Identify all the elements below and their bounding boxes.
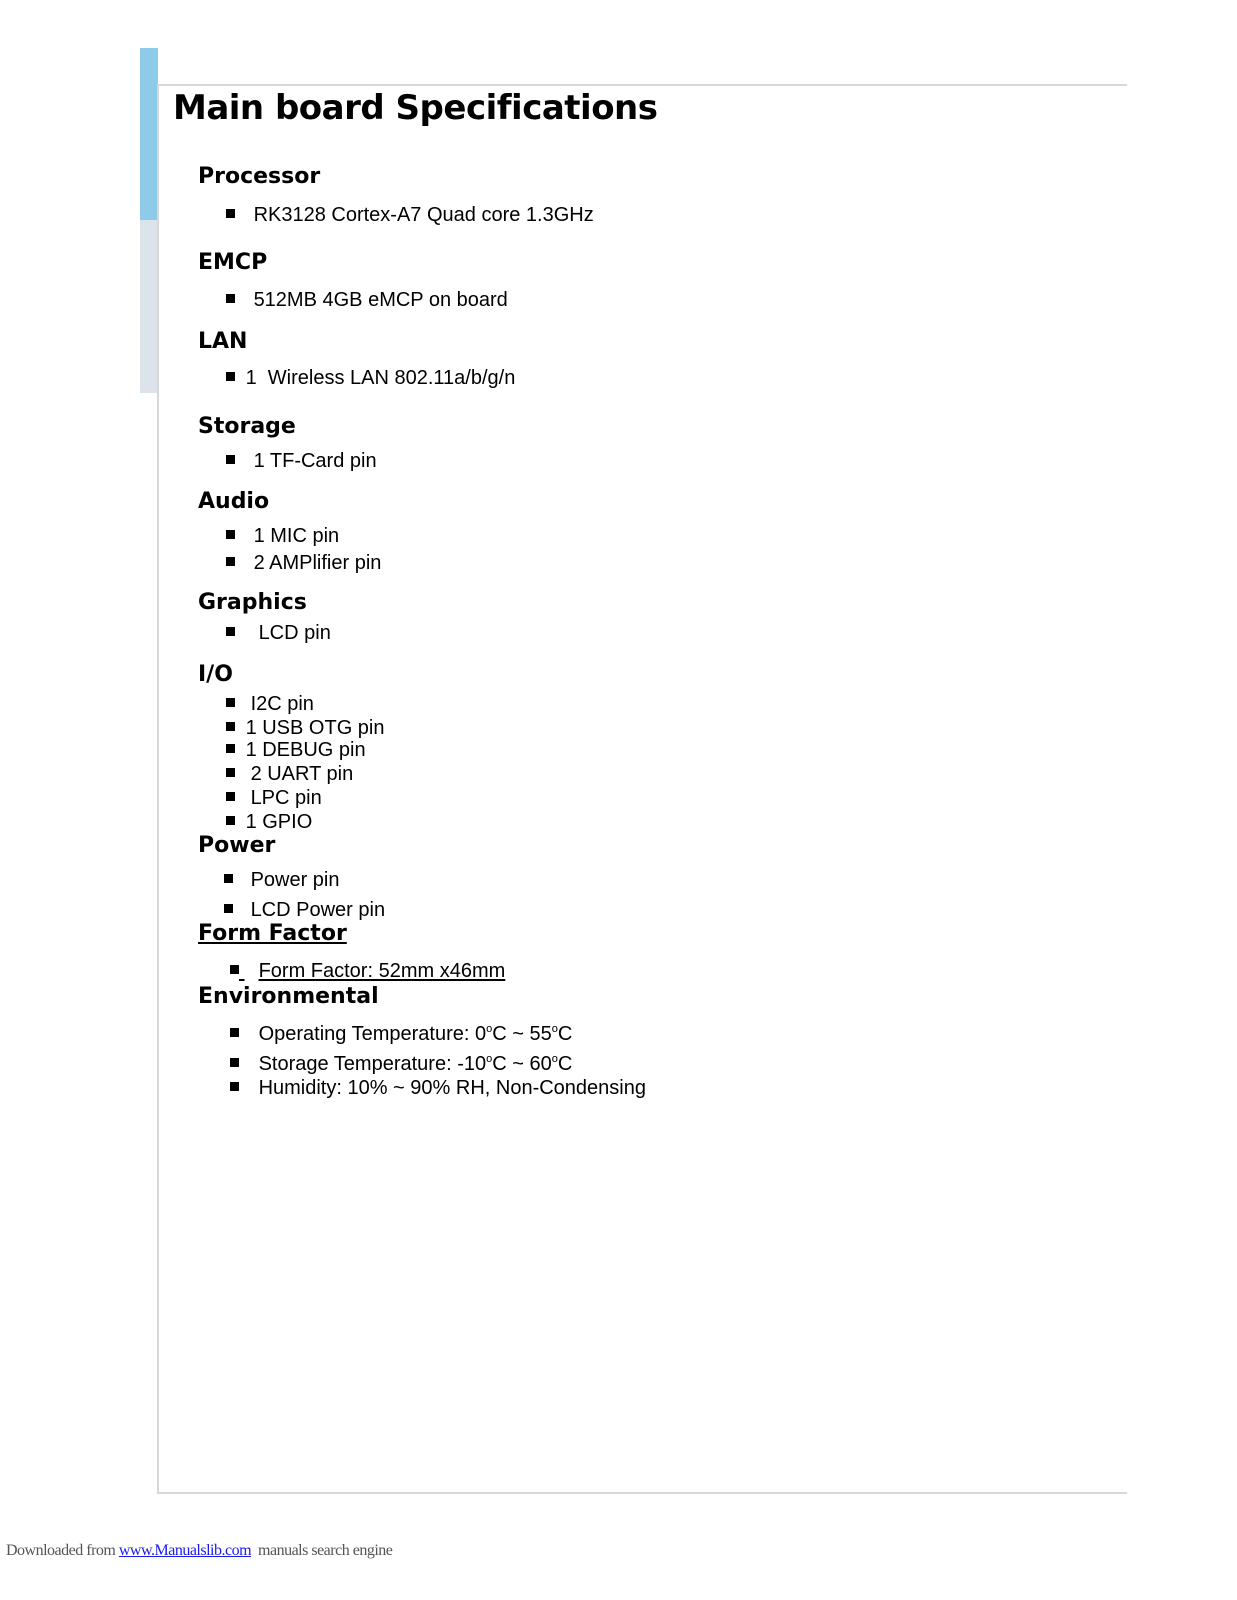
list-item: 2 UART pin: [226, 764, 353, 784]
square-bullet-icon: [226, 557, 235, 566]
square-bullet-icon: [226, 768, 235, 777]
section-heading-environmental: Environmental: [198, 984, 379, 1009]
list-item: 2 AMPlifier pin: [226, 553, 381, 573]
footer-suffix: manuals search engine: [251, 1542, 393, 1559]
sidebar-accent-grey: [140, 220, 158, 393]
section-heading-form-factor: Form Factor: [198, 921, 347, 946]
section-heading-processor: Processor: [198, 164, 321, 189]
square-bullet-icon: [226, 816, 235, 825]
section-heading-storage: Storage: [198, 414, 296, 439]
list-item: 1 DEBUG pin: [226, 740, 366, 760]
square-bullet-icon: [230, 1082, 239, 1091]
list-item: LPC pin: [226, 788, 322, 808]
manualslib-link[interactable]: www.Manualslib.com: [118, 1542, 252, 1559]
square-bullet-icon: [226, 209, 235, 218]
list-item: Humidity: 10% ~ 90% RH, Non-Condensing: [230, 1078, 646, 1098]
section-heading-io: I/O: [198, 662, 233, 687]
square-bullet-icon: [226, 792, 235, 801]
square-bullet-icon: [226, 372, 235, 381]
list-item: 1 USB OTG pin: [226, 718, 385, 738]
square-bullet-icon: [226, 530, 235, 539]
square-bullet-icon: [224, 874, 233, 883]
page-frame-bottom: [157, 1492, 1127, 1494]
list-item: 512MB 4GB eMCP on board: [226, 290, 508, 310]
list-item: Operating Temperature: 0$^o$C ~ 55$^o$C: [230, 1024, 572, 1044]
list-item: 1 TF-Card pin: [226, 451, 377, 471]
list-item: 1 GPIO: [226, 812, 312, 832]
square-bullet-icon: [230, 965, 239, 974]
download-footer: [6, 1542, 392, 1560]
page-frame-left: [157, 84, 159, 1494]
section-heading-graphics: Graphics: [198, 590, 307, 615]
square-bullet-icon: [226, 744, 235, 753]
square-bullet-icon: [226, 698, 235, 707]
list-item: I2C pin: [226, 694, 314, 714]
square-bullet-icon: [226, 627, 235, 636]
section-heading-audio: Audio: [198, 489, 270, 514]
section-heading-emcp: EMCP: [198, 250, 268, 275]
list-item: RK3128 Cortex-A7 Quad core 1.3GHz: [226, 205, 594, 225]
list-item: 1 Wireless LAN 802.11a/b/g/n: [226, 368, 515, 388]
list-item: LCD pin: [226, 623, 331, 643]
footer-prefix: Downloaded from: [6, 1542, 119, 1559]
square-bullet-icon: [224, 904, 233, 913]
section-heading-lan: LAN: [198, 329, 248, 354]
square-bullet-icon: [230, 1028, 239, 1037]
square-bullet-icon: [226, 455, 235, 464]
list-item: 1 MIC pin: [226, 526, 339, 546]
square-bullet-icon: [230, 1058, 239, 1067]
square-bullet-icon: [226, 294, 235, 303]
list-item: Storage Temperature: -10$^o$C ~ 60$^o$C: [230, 1054, 572, 1074]
list-item: Power pin: [224, 870, 340, 890]
list-item: Form Factor: 52mm x46mm: [230, 961, 505, 981]
sidebar-accent-blue: [140, 48, 158, 220]
page-title: Main board Specifications: [173, 88, 658, 128]
list-item: LCD Power pin: [224, 900, 385, 920]
square-bullet-icon: [226, 722, 235, 731]
section-heading-power: Power: [198, 833, 276, 858]
page-frame-top: [157, 84, 1127, 86]
